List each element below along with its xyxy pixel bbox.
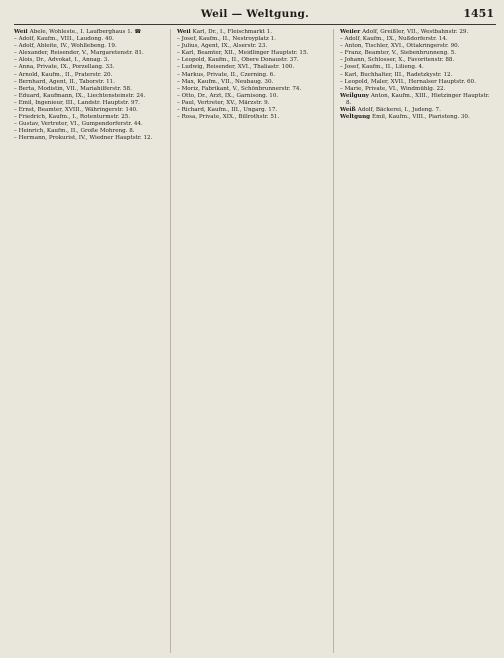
running-header-title: Weil — Weltgung. [200,8,310,20]
entry-text: – Johann, Schlosser, X., Favoritenstr. 88. [340,57,455,64]
entry-text: – Markus, Private, II., Czerning. 6. [177,71,275,78]
directory-entry [340,114,492,121]
directory-entry [14,57,166,64]
entry-text: – Ernst, Beamter, XVIII., Währingerstr. 140. [14,107,138,114]
entry-text: – Moriz, Fabrikant, V., Schönbrunnerstr. 74. [177,85,302,92]
entry-text: – Otto, Dr., Arzt, IX., Garnisong. 10. [177,92,279,99]
entry-surname: Weil [177,29,193,35]
entry-text: – Josef, Kaufm., II., Lilieng. 4. [340,64,424,71]
directory-entry [177,100,329,107]
entry-text: – Arnold, Kaufm., II., Praterstr. 20. [14,71,113,78]
directory-entry [14,128,166,135]
directory-entry [177,107,329,114]
directory-entry [14,107,166,114]
directory-entry [14,135,166,142]
directory-entry [340,50,492,57]
entry-text: Adolf, Bäckerei, I., Judeng. 7. [357,107,441,114]
directory-entry [340,93,492,107]
directory-entry [177,64,329,71]
directory-entry [14,29,166,36]
page-number: 1451 [463,7,494,20]
column-3 [340,29,496,653]
directory-entry [177,93,329,100]
entry-text: Adolf, Greißler, VII., Westbahnstr. 29. [362,29,469,35]
directory-entry [177,72,329,79]
entry-text: – Julius, Agent, IX., Alserstr. 23. [177,43,268,50]
directory-entry [177,114,329,121]
entry-text: – Karl, Buchhalter, III., Radetzkystr. 12. [340,71,453,78]
directory-entry [14,36,166,43]
entry-text: Anton, Kaufm., XIII., Hietzinger Hauptstr. 8. [346,92,490,106]
entry-text: – Karl, Beamter, XII., Meidlinger Hauptstr. 15. [177,50,309,57]
directory-entry [177,29,329,36]
directory-entry [177,86,329,93]
entry-text: – Emil, Ingenieur, III., Landstr. Hauptstr. 97. [14,99,140,106]
entry-text: – Leopold, Kaufm., II., Obere Donaustr. 37. [177,57,299,64]
entry-text: Abele, Wohleste., I. Laufberghaus 1. ☎ [29,29,142,35]
entry-text: Emil, Kaufm., VIII., Piaristeng. 30. [372,114,470,121]
entry-text: – Leopold, Maler, XVII., Hernalser Hauptstr. 60. [340,78,476,85]
directory-entry [14,93,166,100]
directory-entry [340,29,492,36]
directory-entry [177,57,329,64]
entry-text: – Paul, Vertreter, XV., Märzstr. 9. [177,99,270,106]
directory-entry [340,107,492,114]
directory-columns [14,29,496,653]
entry-text: – Heinrich, Kaufm., II., Große Mohreng. 8. [14,128,135,135]
directory-entry [14,43,166,50]
entry-surname: Weiler [340,29,363,35]
entry-text: – Adolf, Kaufm., VIII., Laudong. 40. [14,36,114,43]
entry-text: – Berta, Modistin, VII., Mariahilferstr. 58. [14,85,132,92]
directory-entry [177,36,329,43]
entry-text: – Max, Kaufm., VII., Neubaug. 30. [177,78,274,85]
directory-entry [14,64,166,71]
directory-entry [177,43,329,50]
entry-text: – Bernhard, Agent, II., Taborstr. 11. [14,78,115,85]
entry-text: – Richard, Kaufm., III., Ungarg. 17. [177,107,278,114]
directory-entry [14,100,166,107]
directory-entry [177,79,329,86]
entry-text: – Gustav, Vertreter, VI., Gumpendorferstr. 44. [14,121,143,128]
entry-text: – Friedrich, Kaufm., I., Rotenturmstr. 25. [14,114,131,121]
directory-entry [340,57,492,64]
directory-entry [340,64,492,71]
directory-entry [14,72,166,79]
entry-surname: Weiß [340,107,358,114]
entry-surname: Weilguny [340,92,371,99]
page-header [14,6,496,25]
directory-entry [14,86,166,93]
entry-text: – Hermann, Prokurist, IV., Wiedner Hauptstr. 12. [14,135,153,142]
directory-entry [14,121,166,128]
directory-entry [340,72,492,79]
directory-entry [14,79,166,86]
column-2 [177,29,334,653]
entry-text: – Josef, Kaufm., II., Nestroyplatz 1. [177,36,276,43]
entry-surname: Weltgung [340,114,372,121]
entry-text: – Alexander, Reisender, V., Margaretenstr. 81. [14,50,144,57]
directory-entry [340,79,492,86]
entry-text: – Anton, Tischler, XVI., Ottakringerstr. 90. [340,43,460,50]
entry-text: Karl, Dr., I., Fleischmarkt 1. [192,29,272,35]
column-1 [14,29,171,653]
directory-entry [340,86,492,93]
entry-text: – Rosa, Private, XIX., Billrothstr. 51. [177,114,280,121]
entry-surname: Weil [14,29,30,35]
entry-text: – Adolf, Kaufm., IX., Nußdorferstr. 14. [340,36,448,43]
entry-text: – Marie, Private, VI., Windmühlg. 22. [340,85,446,92]
entry-text: – Franz, Beamter, V., Siebenbrunneng. 5. [340,50,457,57]
directory-entry [340,43,492,50]
entry-text: – Ludwig, Reisender, XVI., Thaliastr. 100. [177,64,295,71]
directory-entry [14,50,166,57]
entry-text: – Adolf, Ableite, IV., Wohllebeng. 19. [14,43,117,50]
directory-entry [177,50,329,57]
directory-entry [340,36,492,43]
directory-entry [14,114,166,121]
entry-text: – Alois, Dr., Advokat, I., Annag. 3. [14,57,110,64]
entry-text: – Anna, Private, IX., Porzellang. 33. [14,64,115,71]
entry-text: – Eduard, Kaufmann, IX., Liechtensteinstr. 24. [14,92,146,99]
